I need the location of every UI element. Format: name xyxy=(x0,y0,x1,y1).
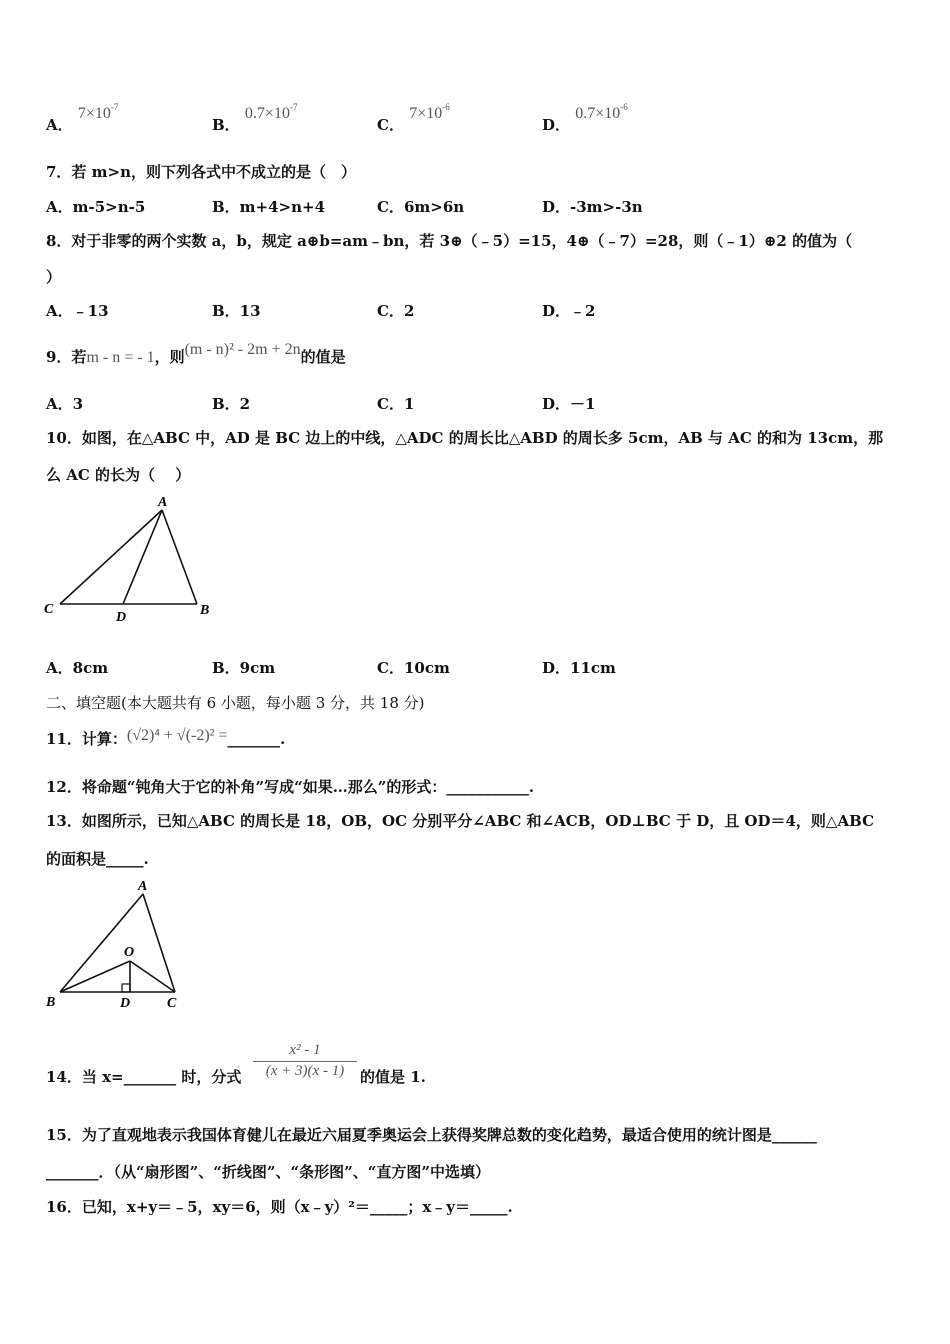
q7-option-d[interactable]: D．-3m>-3n xyxy=(542,198,643,216)
q9-expression: (m - n)² - 2m + 2n xyxy=(184,341,301,358)
q10-option-a[interactable]: A．8cm xyxy=(46,659,109,677)
q6-option-a[interactable]: A． $7\times 10^{-7}$ xyxy=(46,102,119,134)
q11-stem: 11．计算：(√2)⁴ + √(-2)² =_______. xyxy=(46,727,286,748)
q13-segment-ob xyxy=(60,961,130,992)
q13-label-b: B xyxy=(46,995,56,1010)
q10-triangle-figure xyxy=(40,490,230,630)
q13-side-ac xyxy=(143,894,175,992)
q10-side-ac xyxy=(60,510,162,604)
q13-label-o: O xyxy=(124,945,135,960)
q7-option-b[interactable]: B．m+4>n+4 xyxy=(212,198,326,216)
q11-blank[interactable]: _______ xyxy=(227,730,280,748)
q14-suffix: 的值是 1. xyxy=(360,1068,426,1086)
q10-option-d[interactable]: D．11cm xyxy=(542,659,616,677)
q13-stem-line1: 13．如图所示，已知△ABC 的周长是 18，OB，OC 分别平分∠ABC 和∠ACB，OD⊥BC 于 D，且 OD＝4，则△ABC xyxy=(46,812,875,830)
q10-label-b: B xyxy=(200,603,210,618)
q10-side-ab xyxy=(162,510,197,604)
q6-option-d[interactable]: D． $0.7\times 10^{-6}$ xyxy=(542,102,628,134)
q9-option-a[interactable]: A．3 xyxy=(46,395,84,413)
q10-label-a: A xyxy=(158,495,168,510)
q10-label-c: C xyxy=(44,602,54,617)
section-2-heading: 二、填空题(本大题共有 6 小题，每小题 3 分，共 18 分) xyxy=(46,694,425,712)
q14-prefix: 14．当 x=_______ 时，分式 xyxy=(46,1068,242,1086)
q6-option-b[interactable]: B． $0.7\times 10^{-7}$ xyxy=(212,102,298,134)
q7-option-c[interactable]: C．6m>6n xyxy=(377,198,465,216)
q14-fraction xyxy=(253,1042,357,1080)
q9-condition: m - n = - 1 xyxy=(86,349,155,366)
q10-stem-line2: 么 AC 的长为（ ） xyxy=(46,466,191,484)
q7-stem: 7．若 m>n，则下列各式中不成立的是（ ） xyxy=(46,163,357,181)
q13-segment-oc xyxy=(130,961,175,992)
q9-option-b[interactable]: B．2 xyxy=(212,395,251,413)
q6-option-c[interactable]: C． $7\times 10^{-6}$ xyxy=(377,102,450,134)
q13-label-a: A xyxy=(138,879,148,894)
q8-option-b[interactable]: B．13 xyxy=(212,302,261,320)
q9-stem: 9．若m - n = - 1，则(m - n)² - 2m + 2n的值是 xyxy=(46,341,346,366)
q10-label-d: D xyxy=(116,610,127,625)
q9-option-d[interactable]: D．－1 xyxy=(542,395,596,413)
q10-option-c[interactable]: C．10cm xyxy=(377,659,450,677)
q15-stem-line2: _______．（从“扇形图”、“折线图”、“条形图”、“直方图”中选填） xyxy=(46,1163,491,1181)
q16-stem: 16．已知，x+y＝﹣5，xy＝6，则（x﹣y）²＝_____；x﹣y＝_____. xyxy=(46,1198,513,1216)
q14-denominator: (x + 3)(x - 1) xyxy=(265,1063,345,1079)
q10-option-b[interactable]: B．9cm xyxy=(212,659,276,677)
q10-median-ad xyxy=(123,510,162,604)
q8-option-a[interactable]: A．﹣13 xyxy=(46,302,109,320)
q15-stem-line1: 15．为了直观地表示我国体育健儿在最近六届夏季奥运会上获得奖牌总数的变化趋势，最适合使用的统计图是______ xyxy=(46,1126,817,1144)
q8-option-d[interactable]: D．﹣2 xyxy=(542,302,596,320)
q13-stem-line2: 的面积是_____. xyxy=(46,850,149,868)
q13-label-d: D xyxy=(120,996,131,1011)
q9-option-c[interactable]: C．1 xyxy=(377,395,415,413)
q12-stem: 12．将命题“钝角大于它的补角”写成“如果…那么”的形式：___________. xyxy=(46,778,535,796)
q8-stem-line1: 8．对于非零的两个实数 a，b，规定 a⊕b=am﹣bn，若 3⊕（﹣5）=15，4⊕（﹣7）=28，则（﹣1）⊕2 的值为（ xyxy=(46,232,853,250)
q7-option-a[interactable]: A．m-5>n-5 xyxy=(46,198,146,216)
q13-label-c: C xyxy=(167,996,177,1011)
q13-right-angle-mark xyxy=(122,984,130,992)
q8-stem-line2: ） xyxy=(46,268,62,286)
q8-option-c[interactable]: C．2 xyxy=(377,302,415,320)
q14-numerator: x² - 1 xyxy=(253,1042,357,1062)
q10-stem-line1: 10．如图，在△ABC 中，AD 是 BC 边上的中线，△ADC 的周长比△ABD 的周长多 5cm，AB 与 AC 的和为 13cm，那 xyxy=(46,429,884,447)
q13-triangle-figure xyxy=(40,874,190,1014)
q11-expression: (√2)⁴ + √(-2)² = xyxy=(126,727,228,744)
